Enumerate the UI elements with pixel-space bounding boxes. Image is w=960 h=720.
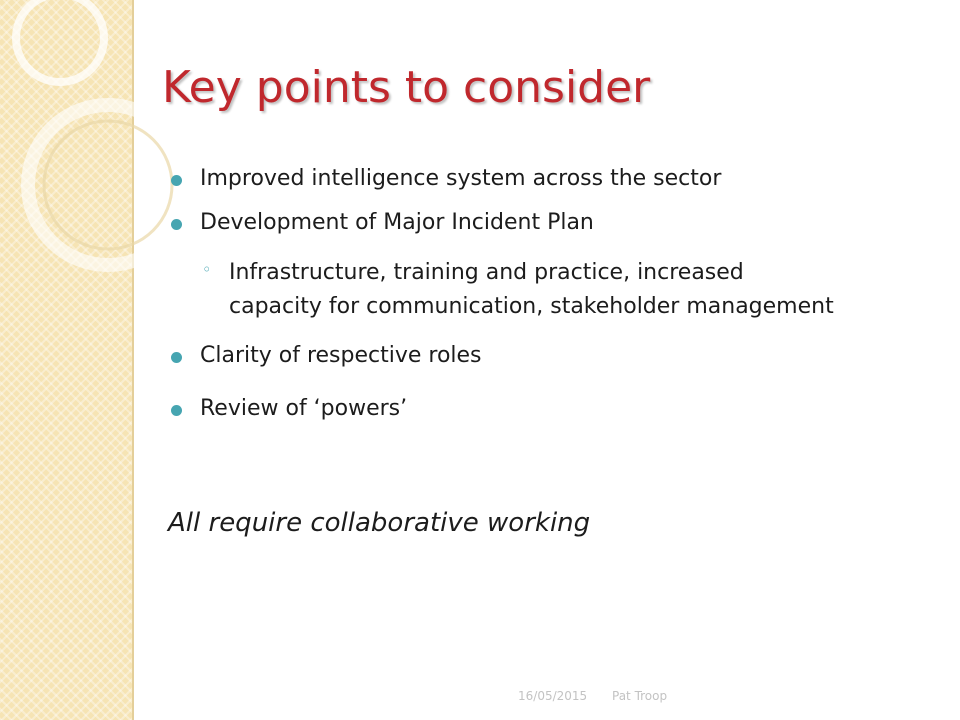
footer-author: Pat Troop bbox=[612, 689, 668, 703]
emphasis-statement: All require collaborative working bbox=[168, 508, 591, 538]
bullet-major-incident-plan: Development of Major Incident Plan bbox=[200, 210, 594, 235]
bullet-review-powers: Review of ‘powers’ bbox=[200, 396, 408, 421]
sub-bullet-marker-icon: ◦ bbox=[202, 260, 212, 279]
bullet-marker-icon bbox=[171, 175, 182, 186]
bullet-intelligence-system: Improved intelligence system across the sector bbox=[200, 166, 722, 191]
sub-bullet-infrastructure-line2: capacity for communication, stakeholder management bbox=[229, 294, 834, 319]
bullet-marker-icon bbox=[171, 405, 182, 416]
decorative-circles-icon bbox=[0, 0, 180, 360]
sub-bullet-infrastructure-line1: Infrastructure, training and practice, increased bbox=[229, 260, 744, 285]
slide-title: Key points to consider bbox=[162, 62, 651, 113]
bullet-respective-roles: Clarity of respective roles bbox=[200, 343, 482, 368]
bullet-marker-icon bbox=[171, 219, 182, 230]
bullet-marker-icon bbox=[171, 352, 182, 363]
footer-date: 16/05/2015 bbox=[518, 689, 588, 703]
